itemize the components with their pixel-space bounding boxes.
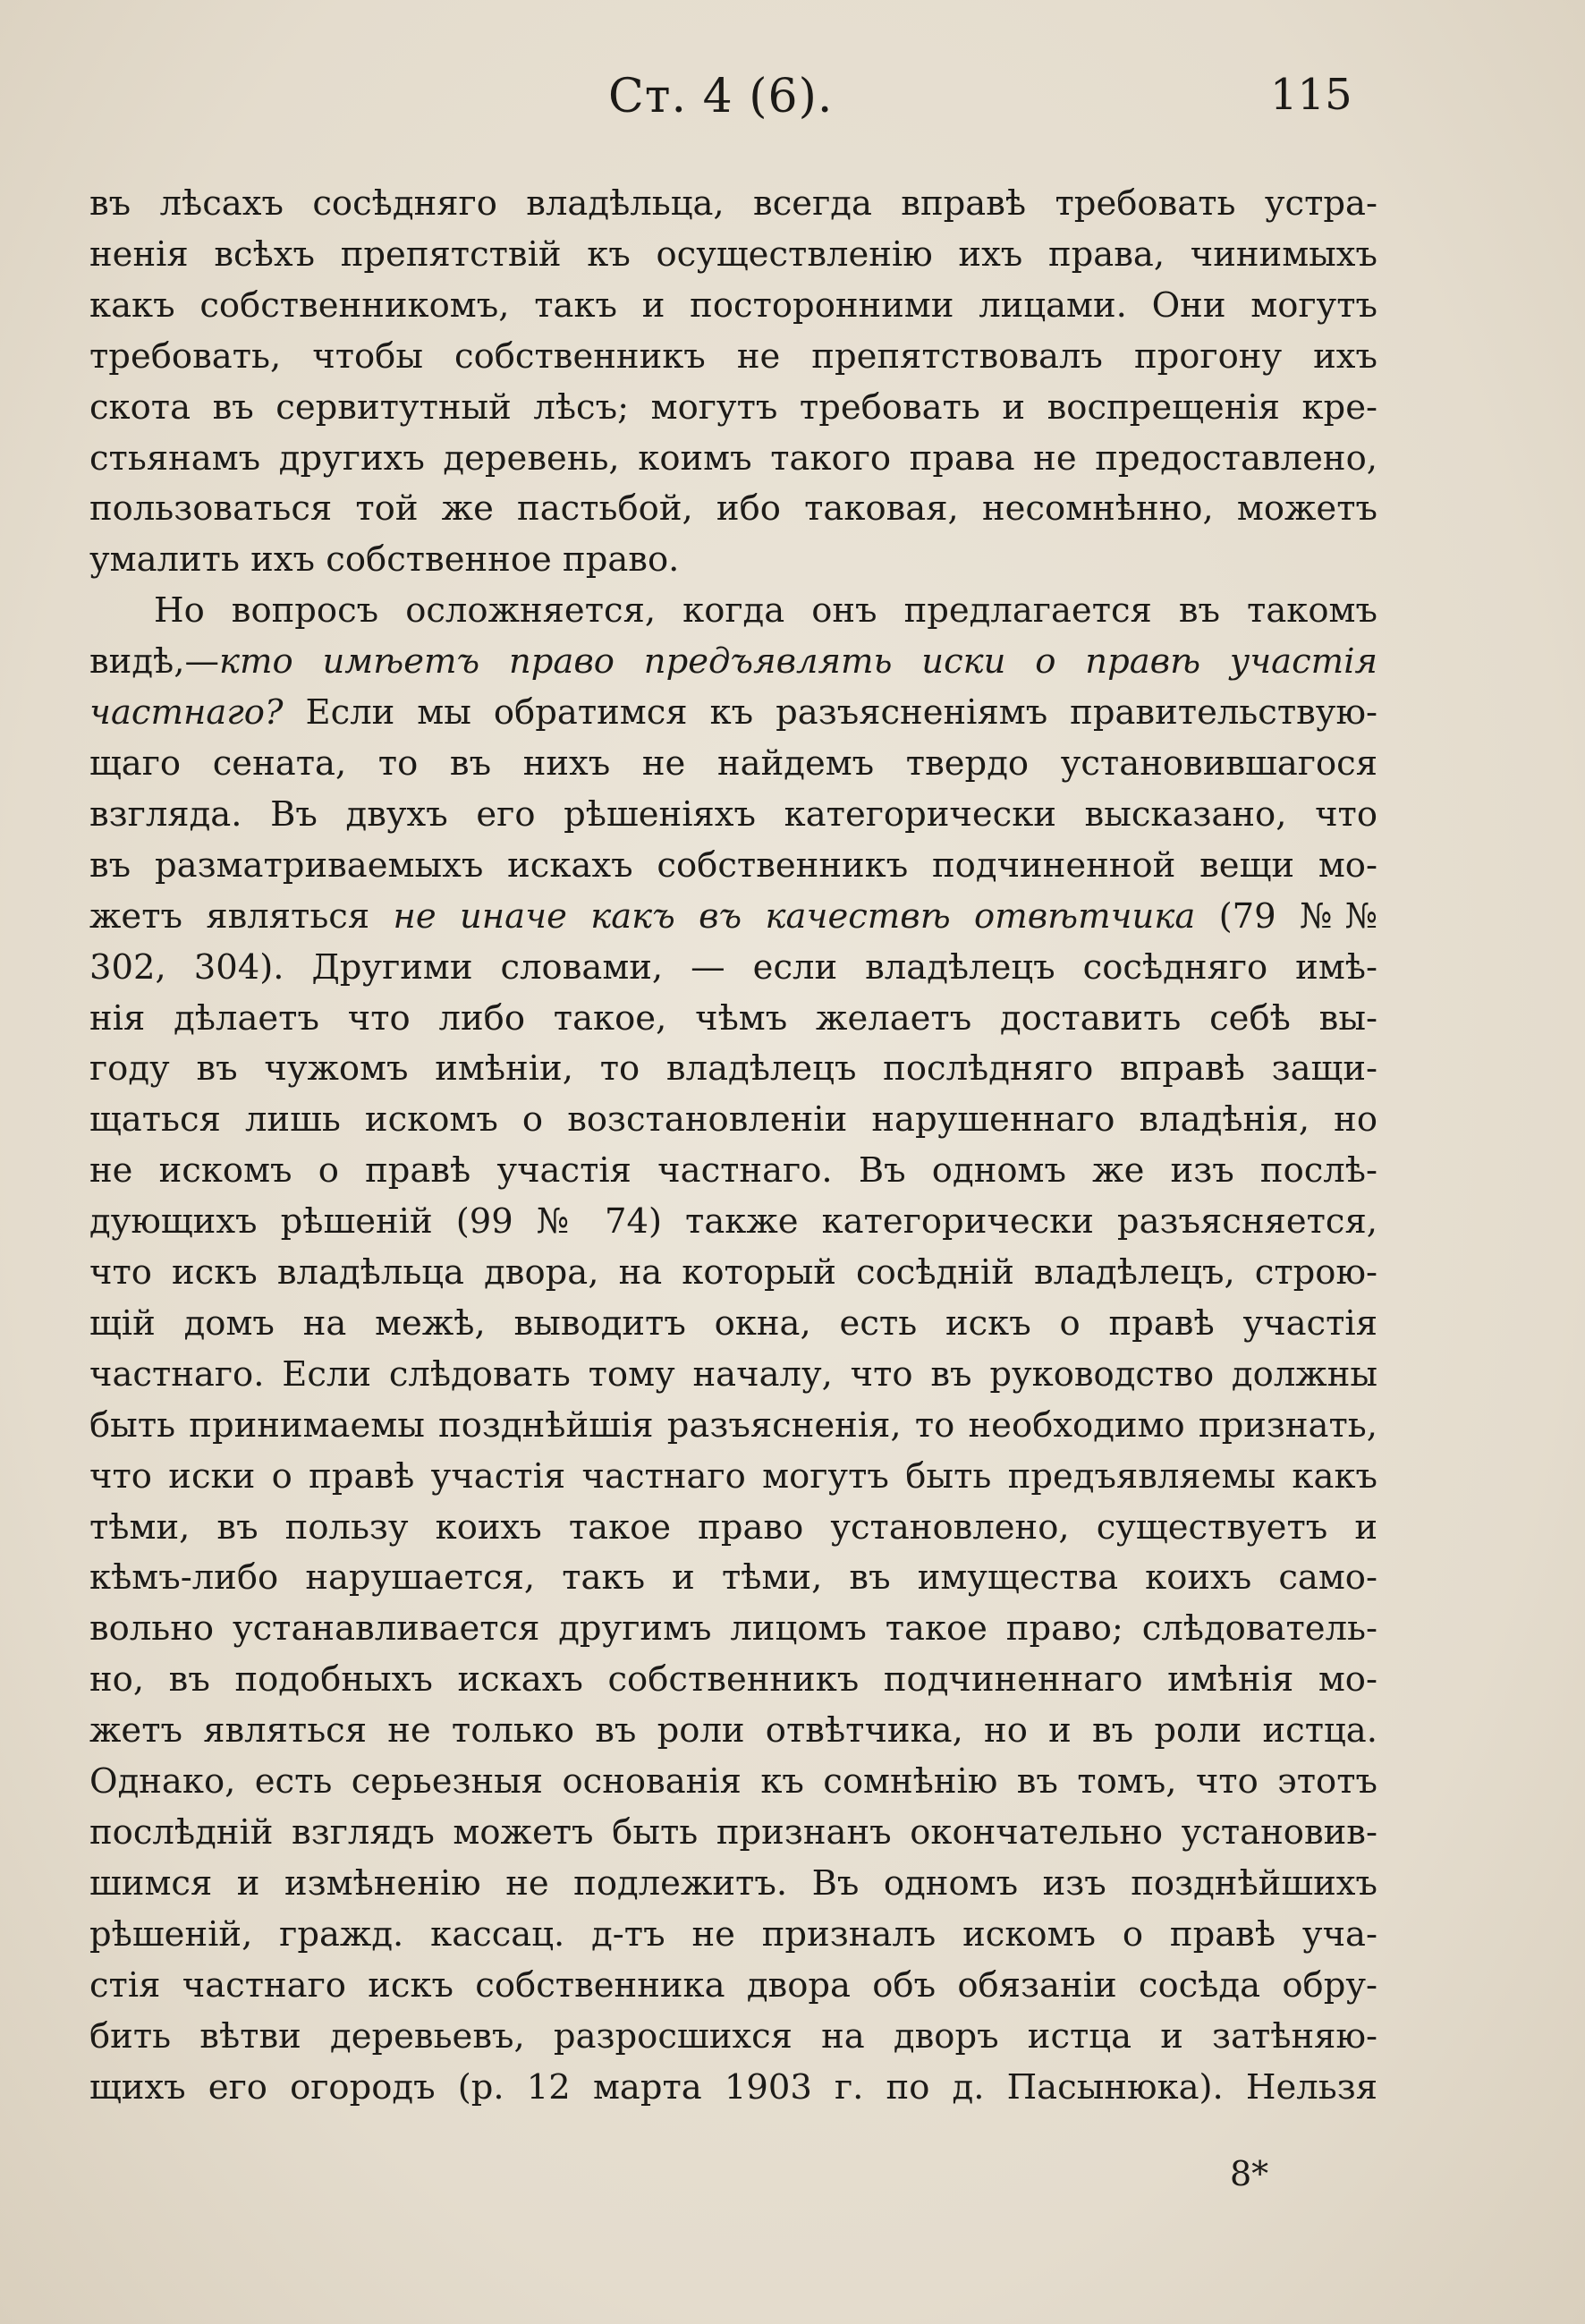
text-line-mixed [89, 688, 1377, 739]
text-line: быть принимаемы позднѣйшія разъясненія, то необходимо признать, [89, 1404, 1377, 1446]
text-line: въ лѣсахъ сосѣдняго владѣльца, всегда вправѣ требовать устра- [89, 183, 1377, 224]
text-line: не искомъ о правѣ участія частнаго. Въ одномъ же изъ послѣ- [89, 1150, 1377, 1192]
text-line: щій домъ на межѣ, выводитъ окна, есть искъ о правѣ участія [89, 1302, 1377, 1344]
text-line: щихъ его огородъ (р. 12 марта 1903 г. по д. Пасынюка). Нельзя [89, 2066, 1377, 2108]
text-line: вольно устанавливается другимъ лицомъ такое право; слѣдователь- [89, 1608, 1377, 1650]
text-line: дующихъ рѣшеній (99 № 74) также категорически разъясняется, [89, 1201, 1377, 1243]
italic-text: кто имѣетъ право предъявлять иски о правѣ участія [219, 641, 1377, 683]
text-line: ненія всѣхъ препятствій къ осуществленію ихъ права, чинимыхъ [89, 233, 1377, 275]
text-line: жетъ являться не только въ роли отвѣтчика, но и въ роли истца. [89, 1710, 1377, 1751]
text-line: рѣшеній, гражд. кассац. д-тъ не призналъ искомъ о правѣ уча- [89, 1913, 1377, 1955]
text-line: стьянамъ другихъ деревень, коимъ такого права не предоставлено, [89, 437, 1377, 479]
italic-text: не иначе какъ въ качествѣ отвѣтчика [393, 895, 1196, 937]
text-line: скота въ сервитутный лѣсъ; могутъ требовать и воспрещенія кре- [89, 386, 1377, 428]
text-line: 302, 304). Другими словами, — если владѣлецъ сосѣдняго имѣ- [89, 946, 1377, 988]
text-line: нія дѣлаетъ что либо такое, чѣмъ желаетъ доставить себѣ вы- [89, 997, 1377, 1039]
text-line: частнаго. Если слѣдовать тому началу, что въ руководство должны [89, 1353, 1377, 1395]
text-line: бить вѣтви деревьевъ, разросшихся на дворъ истца и затѣняю- [89, 2015, 1377, 2057]
text-line: щаго сената, то въ нихъ не найдемъ твердо установившагося [89, 742, 1377, 784]
text-line: что иски о правѣ участія частнаго могутъ быть предъявляемы какъ [89, 1455, 1377, 1497]
text-line: пользоваться той же пастьбой, ибо таковая, несомнѣнно, можетъ [89, 488, 1377, 530]
text-run: Если мы обратимся къ разъясненіямъ правительствую- [283, 692, 1377, 734]
signature-mark: 8* [1230, 2154, 1269, 2193]
text-line: что искъ владѣльца двора, на который сосѣдній владѣлецъ, строю- [89, 1252, 1377, 1293]
text-run: (79 №№ [1195, 895, 1377, 937]
italic-text: частнаго? [89, 692, 284, 734]
text-line-mixed [89, 892, 1377, 943]
text-line: умалить ихъ собственное право. [89, 539, 680, 581]
text-line: кѣмъ-либо нарушается, такъ и тѣми, въ имущества коихъ само- [89, 1557, 1377, 1599]
body-text [89, 179, 1377, 2113]
text-line: Однако, есть серьезныя основанія къ сомнѣнію въ томъ, что этотъ [89, 1761, 1377, 1802]
text-line: въ разматриваемыхъ искахъ собственникъ подчиненной вещи мо- [89, 844, 1377, 886]
text-line: щаться лишь искомъ о возстановленіи нарушеннаго владѣнія, но [89, 1099, 1377, 1141]
text-run: видѣ,— [89, 641, 219, 683]
text-line: году въ чужомъ имѣніи, то владѣлецъ послѣдняго вправѣ защи- [89, 1048, 1377, 1090]
text-line: требовать, чтобы собственникъ не препятствовалъ прогону ихъ [89, 335, 1377, 377]
text-line: взгляда. Въ двухъ его рѣшеніяхъ категорически высказано, что [89, 793, 1377, 835]
text-line: послѣдній взглядъ можетъ быть признанъ окончательно установив- [89, 1812, 1377, 1853]
running-head: Ст. 4 (6). [608, 70, 834, 123]
page-number: 115 [1270, 70, 1352, 120]
text-line: Но вопросъ осложняется, когда онъ предлагается въ такомъ [154, 590, 1377, 632]
text-line: шимся и измѣненію не подлежитъ. Въ одномъ изъ позднѣйшихъ [89, 1862, 1377, 1904]
text-run: жетъ являться [89, 895, 394, 937]
page-header [0, 70, 1585, 141]
text-line: какъ собственникомъ, такъ и посторонними лицами. Они могутъ [89, 284, 1377, 326]
text-line: тѣми, въ пользу коихъ такое право установлено, существуетъ и [89, 1506, 1377, 1548]
text-line: но, въ подобныхъ искахъ собственникъ подчиненнаго имѣнія мо- [89, 1659, 1377, 1701]
text-line-mixed [89, 637, 1377, 688]
text-line: стія частнаго искъ собственника двора объ обязаніи сосѣда обру- [89, 1964, 1377, 2006]
